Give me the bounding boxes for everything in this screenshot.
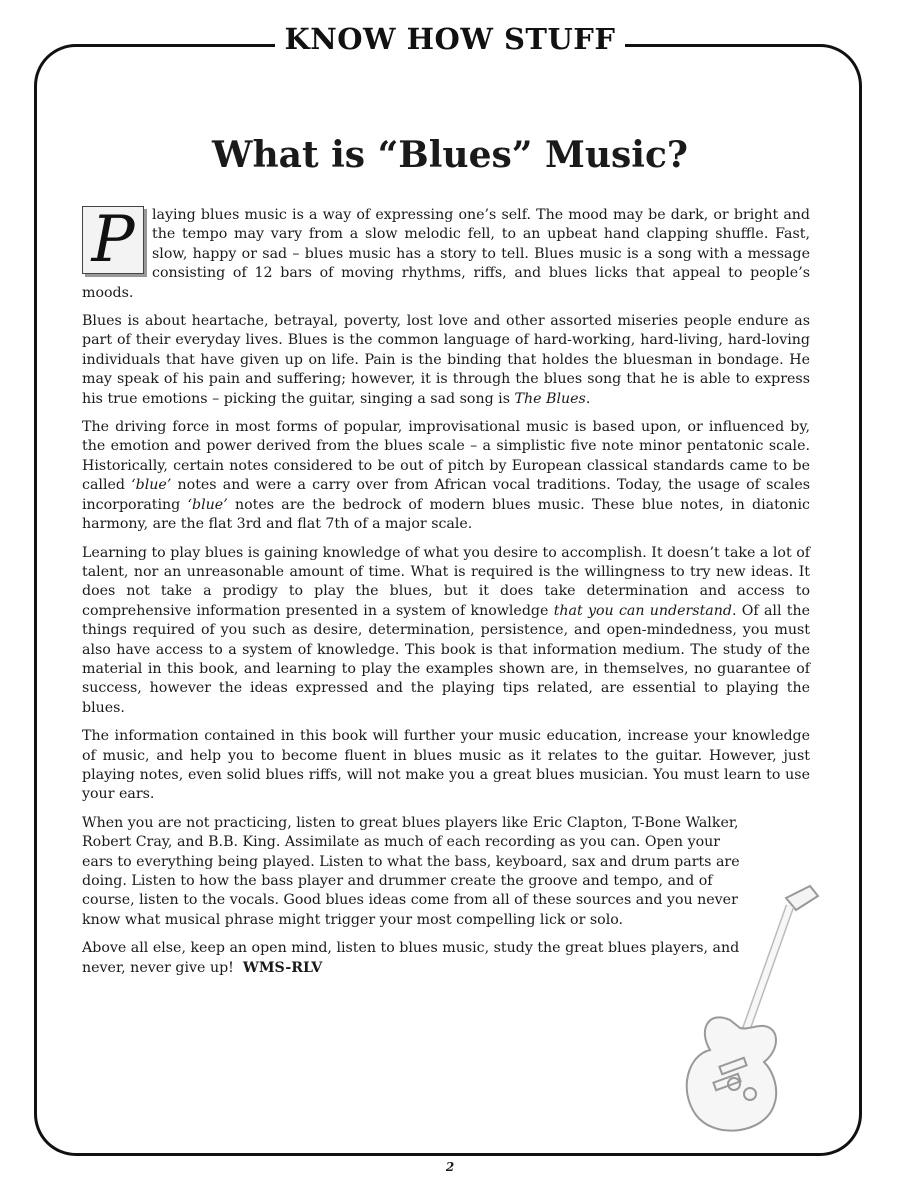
paragraph-4-text-a: Learning to play blues is gaining knowledge of what you desire to accomplish. It doesn’t take a lot of talent, nor an unreasonable amount of time. What is required is the willingness to try new ideas. It does not take a prodigy to play the blues, but it does take determination and access to comprehensive information presented in a system of knowledge (82, 544, 810, 619)
section-banner (0, 22, 900, 56)
banner-text: KNOW HOW STUFF (275, 22, 626, 56)
paragraph-1 (82, 206, 810, 303)
paragraph-5: The information contained in this book will further your music education, increase your knowledge of music, and help you to become fluent in blues music as it relates to the guitar. However, just playing notes, even solid blues riffs, will not make you a great blues musician. You must learn to use your ears. (82, 728, 810, 803)
drop-cap: P (82, 206, 144, 274)
paragraph-3-text-c: notes are the bedrock of modern blues music. These blue notes, in diatonic harmony, are the flat 3rd and flat 7th of a major scale. (82, 496, 810, 533)
guitar-illustration-icon (668, 880, 828, 1140)
paragraph-7-text: Above all else, keep an open mind, listen to blues music, study the great blues players, and never, never give up! (82, 940, 740, 976)
paragraph-4-emphasis: that you can understand (553, 602, 732, 619)
page-number: 2 (445, 1160, 455, 1174)
paragraph-1-text: laying blues music is a way of expressing one’s self. The mood may be dark, or bright and the tempo may vary from a slow melodic fell, to an upbeat hand clapping shuffle. Fast, slow, happy or sad – blues music has a story to tell. Blues music is a song with a message consisting of 12 bars of moving rhythms, riffs, and blues licks that appeal to people’s moods. (82, 207, 810, 301)
paragraph-2-emphasis: The Blues (514, 390, 586, 407)
paragraph-3 (82, 418, 810, 534)
paragraph-2 (82, 312, 810, 409)
paragraph-7 (82, 939, 742, 978)
paragraph-4 (82, 544, 810, 719)
paragraph-3-emphasis-1: ‘blue’ (131, 477, 172, 494)
paragraph-3-text-a: The driving force in most forms of popular, improvisational music is based upon, or influenced by, the emotion and power derived from the blues scale – a simplistic five note minor pentatonic scale. Historically, certain notes considered to be out of pitch by European classical standards came to be called (82, 419, 810, 494)
paragraph-3-emphasis-2: ‘blue’ (187, 496, 228, 513)
paragraph-6: When you are not practicing, listen to great blues players like Eric Clapton, T-Bone Walker, Robert Cray, and B.B. King. Assimilate as much of each recording as you can. Open your ears to everything being played. Listen to what the bass, keyboard, sax and drum parts are doing. Listen to how the bass player and drummer create the groove and tempo, and of course, listen to the vocals. Good blues ideas come from all of these sources and you never know what musical phrase might trigger your most compelling lick or solo. (82, 814, 740, 928)
paragraph-2-end: . (585, 390, 591, 407)
paragraph-2-text: Blues is about heartache, betrayal, poverty, lost love and other assorted miseries people endure as part of their everyday lives. Blues is the common language of hard-working, hard-living, hard-loving individuals that have given up on life. Pain is the binding that holdes the bluesman in bondage. He may speak of his pain and suffering; however, it is through the blues song that he is able to express his true emotions – picking the guitar, singing a sad song is (82, 313, 810, 407)
paragraph-3-text-b: notes and were a carry over from African vocal traditions. Today, the usage of scales incorporating (82, 477, 811, 513)
page-title: What is “Blues” Music? (212, 134, 688, 176)
author-signature: WMS-RLV (242, 959, 323, 976)
paragraph-4-text-b: . Of all the things required of you such as desire, determination, persistence, and open-mindedness, you must also have access to a system of knowledge. This book is that information medium. The study of the material in this book, and learning to play the examples shown are, in themselves, no guarantee of success, however the ideas expressed and the playing tips related, are essential to playing the blues. (82, 602, 810, 716)
article-body (82, 206, 810, 987)
